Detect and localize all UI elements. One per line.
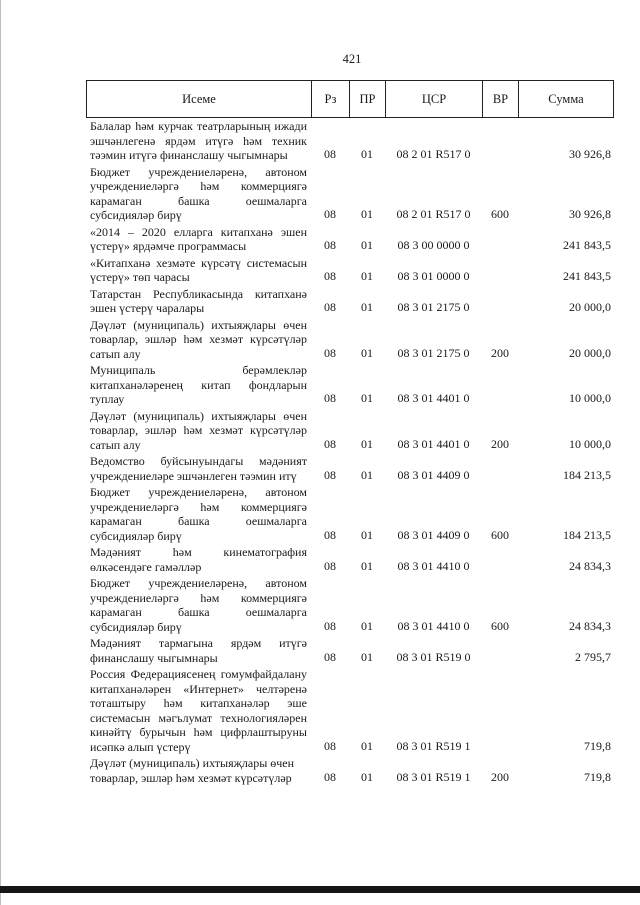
row-csr: 08 3 01 4401 0 xyxy=(397,436,470,451)
row-rz: 08 xyxy=(324,618,336,633)
row-vr: 200 xyxy=(491,769,509,784)
row-csr: 08 2 01 R517 0 xyxy=(396,147,471,161)
row-pr: 01 xyxy=(361,238,373,252)
table-row xyxy=(86,255,613,286)
table-row xyxy=(86,666,613,755)
table-row xyxy=(86,118,613,164)
row-vr xyxy=(482,224,518,255)
table-row xyxy=(86,286,613,317)
row-vr: 600 xyxy=(491,527,509,542)
table-row xyxy=(86,544,613,575)
row-csr: 08 3 01 2175 0 xyxy=(397,300,470,314)
row-pr: 01 xyxy=(361,391,373,405)
table-row xyxy=(86,575,613,635)
row-pr: 01 xyxy=(361,436,373,451)
row-rz: 08 xyxy=(324,345,336,360)
row-name: Бюджет учреждениеләренә, автоном учреждениеләргә һәм коммерциягә карамаган башка оешмаларга субсидияләр бирү xyxy=(90,164,307,222)
row-vr xyxy=(482,635,518,666)
row-sum: 184 213,5 xyxy=(563,467,611,482)
row-rz: 08 xyxy=(324,558,336,573)
row-csr: 08 3 01 4409 0 xyxy=(397,527,470,542)
row-rz: 08 xyxy=(324,649,336,664)
row-csr: 08 3 01 4410 0 xyxy=(397,558,470,573)
row-csr: 08 3 01 4401 0 xyxy=(397,391,470,405)
row-vr: 600 xyxy=(491,618,509,633)
row-name: Дәүләт (муниципаль) ихтыяҗлары өчен товарлар, эшләр һәм хезмәт күрсәтүләр сатып алу xyxy=(90,317,307,361)
row-pr: 01 xyxy=(361,147,373,161)
row-sum: 10 000,0 xyxy=(569,436,611,451)
row-pr: 01 xyxy=(361,769,373,784)
row-pr: 01 xyxy=(361,467,373,482)
row-rz: 08 xyxy=(324,269,336,283)
row-csr: 08 3 01 2175 0 xyxy=(397,345,470,360)
row-csr: 08 3 01 R519 0 xyxy=(396,649,471,664)
row-pr: 01 xyxy=(361,649,373,664)
row-vr xyxy=(482,362,518,408)
row-vr: 200 xyxy=(491,345,509,360)
row-sum: 20 000,0 xyxy=(569,345,611,360)
row-name: Дәүләт (муниципаль) ихтыяҗлары өчен товарлар, эшләр һәм хезмәт күрсәтүләр сатып алу xyxy=(90,408,307,452)
row-csr: 08 3 01 R519 1 xyxy=(396,738,471,753)
row-rz: 08 xyxy=(324,436,336,451)
row-name: Дәүләт (муниципаль) ихтыяҗлары өчен товарлар, эшләр һәм хезмәт күрсәтүләр xyxy=(90,756,295,785)
row-rz: 08 xyxy=(324,147,336,161)
row-sum: 20 000,0 xyxy=(569,300,611,314)
row-sum: 24 834,3 xyxy=(569,558,611,573)
row-sum: 30 926,8 xyxy=(569,207,611,221)
row-name: Россия Федерациясенең гомумфайдалану китапханәләрен «Интернет» челтәренә тоташтыру һәм китапханәләр эше системасын мәгълумат технологияләрен кинәйтү бурычын һәм цифрлаштыруны исәпкә алып үстерү xyxy=(90,667,307,754)
row-sum: 719,8 xyxy=(584,769,611,784)
row-rz: 08 xyxy=(324,391,336,405)
row-rz: 08 xyxy=(324,300,336,314)
row-pr: 01 xyxy=(361,207,373,221)
row-pr: 01 xyxy=(361,345,373,360)
row-sum: 241 843,5 xyxy=(563,238,611,252)
row-sum: 719,8 xyxy=(584,738,611,753)
page-edge xyxy=(0,0,1,905)
row-vr xyxy=(482,255,518,286)
table-row xyxy=(86,317,613,363)
scan-border xyxy=(0,886,640,893)
header-row xyxy=(87,81,614,118)
row-sum: 2 795,7 xyxy=(575,649,611,664)
row-name: Бюджет учреждениеләренә, автоном учреждениеләргә һәм коммерциягә карамаган башка оешмаларга субсидияләр бирү xyxy=(90,485,307,543)
row-name: Бюджет учреждениеләренә, автоном учреждениеләргә һәм коммерциягә карамаган башка оешмаларга субсидияләр бирү xyxy=(90,576,307,634)
row-vr: 600 xyxy=(491,207,509,221)
row-vr: 200 xyxy=(491,436,509,451)
column-header-vr: ВР xyxy=(483,81,519,118)
row-name: Мәдәният тармагына ярдәм итүгә финанслашу чыгымнары xyxy=(90,636,307,665)
table-header xyxy=(86,80,614,118)
row-vr xyxy=(482,118,518,164)
row-csr: 08 3 01 R519 1 xyxy=(396,769,471,784)
column-header-pr: ПР xyxy=(350,81,386,118)
row-rz: 08 xyxy=(324,769,336,784)
table-row xyxy=(86,224,613,255)
row-pr: 01 xyxy=(361,558,373,573)
table-body xyxy=(86,118,613,786)
table-row xyxy=(86,635,613,666)
table-row xyxy=(86,164,613,224)
column-header-sum: Сумма xyxy=(519,81,614,118)
row-pr: 01 xyxy=(361,738,373,753)
table-row xyxy=(86,453,613,484)
row-vr xyxy=(482,286,518,317)
row-name: Балалар һәм курчак театрларының ижади эшчәнлегенә ярдәм итүгә һәм техник тәэмин итүгә финанслашу чыгымнары xyxy=(90,119,307,162)
column-header-name: Исеме xyxy=(87,81,312,118)
row-pr: 01 xyxy=(361,269,373,283)
table-row xyxy=(86,484,613,544)
row-pr: 01 xyxy=(361,618,373,633)
row-sum: 24 834,3 xyxy=(569,618,611,633)
row-rz: 08 xyxy=(324,238,336,252)
row-csr: 08 2 01 R517 0 xyxy=(396,207,471,221)
row-csr: 08 3 01 4410 0 xyxy=(397,618,470,633)
row-name: Мәдәният һәм кинематография өлкәсендәге гамәлләр xyxy=(90,545,307,574)
row-csr: 08 3 01 0000 0 xyxy=(397,269,470,283)
table-row xyxy=(86,362,613,408)
row-sum: 184 213,5 xyxy=(563,527,611,542)
row-sum: 10 000,0 xyxy=(569,391,611,405)
column-header-csr: ЦСР xyxy=(386,81,483,118)
row-name: Татарстан Республикасында китапханә эшен үстерү чаралары xyxy=(90,286,307,315)
column-header-rz: Рз xyxy=(312,81,350,118)
budget-table xyxy=(86,118,613,786)
table-row xyxy=(86,755,613,786)
row-sum: 241 843,5 xyxy=(563,269,611,283)
row-rz: 08 xyxy=(324,207,336,221)
row-name: «2014 – 2020 елларга китапханә эшен үстерү» ярдәмче программасы xyxy=(90,224,307,253)
row-pr: 01 xyxy=(361,300,373,314)
row-vr xyxy=(482,453,518,484)
row-rz: 08 xyxy=(324,467,336,482)
row-vr xyxy=(482,544,518,575)
row-name: Ведомство буйсынуындагы мәдәният учреждениеләре эшчәнлеген тәэмин итү xyxy=(90,454,307,483)
row-name: Муниципаль берәмлекләр китапханәләренең китап фондларын туплау xyxy=(90,363,307,406)
row-rz: 08 xyxy=(324,738,336,753)
row-rz: 08 xyxy=(324,527,336,542)
table-row xyxy=(86,408,613,454)
row-csr: 08 3 00 0000 0 xyxy=(397,238,470,252)
row-csr: 08 3 01 4409 0 xyxy=(397,467,470,482)
row-vr xyxy=(482,666,518,755)
row-sum: 30 926,8 xyxy=(569,147,611,161)
page-number: 421 xyxy=(342,52,362,66)
row-name: «Китапханә хезмәте күрсәтү системасын үстерү» төп чарасы xyxy=(90,255,307,284)
row-pr: 01 xyxy=(361,527,373,542)
